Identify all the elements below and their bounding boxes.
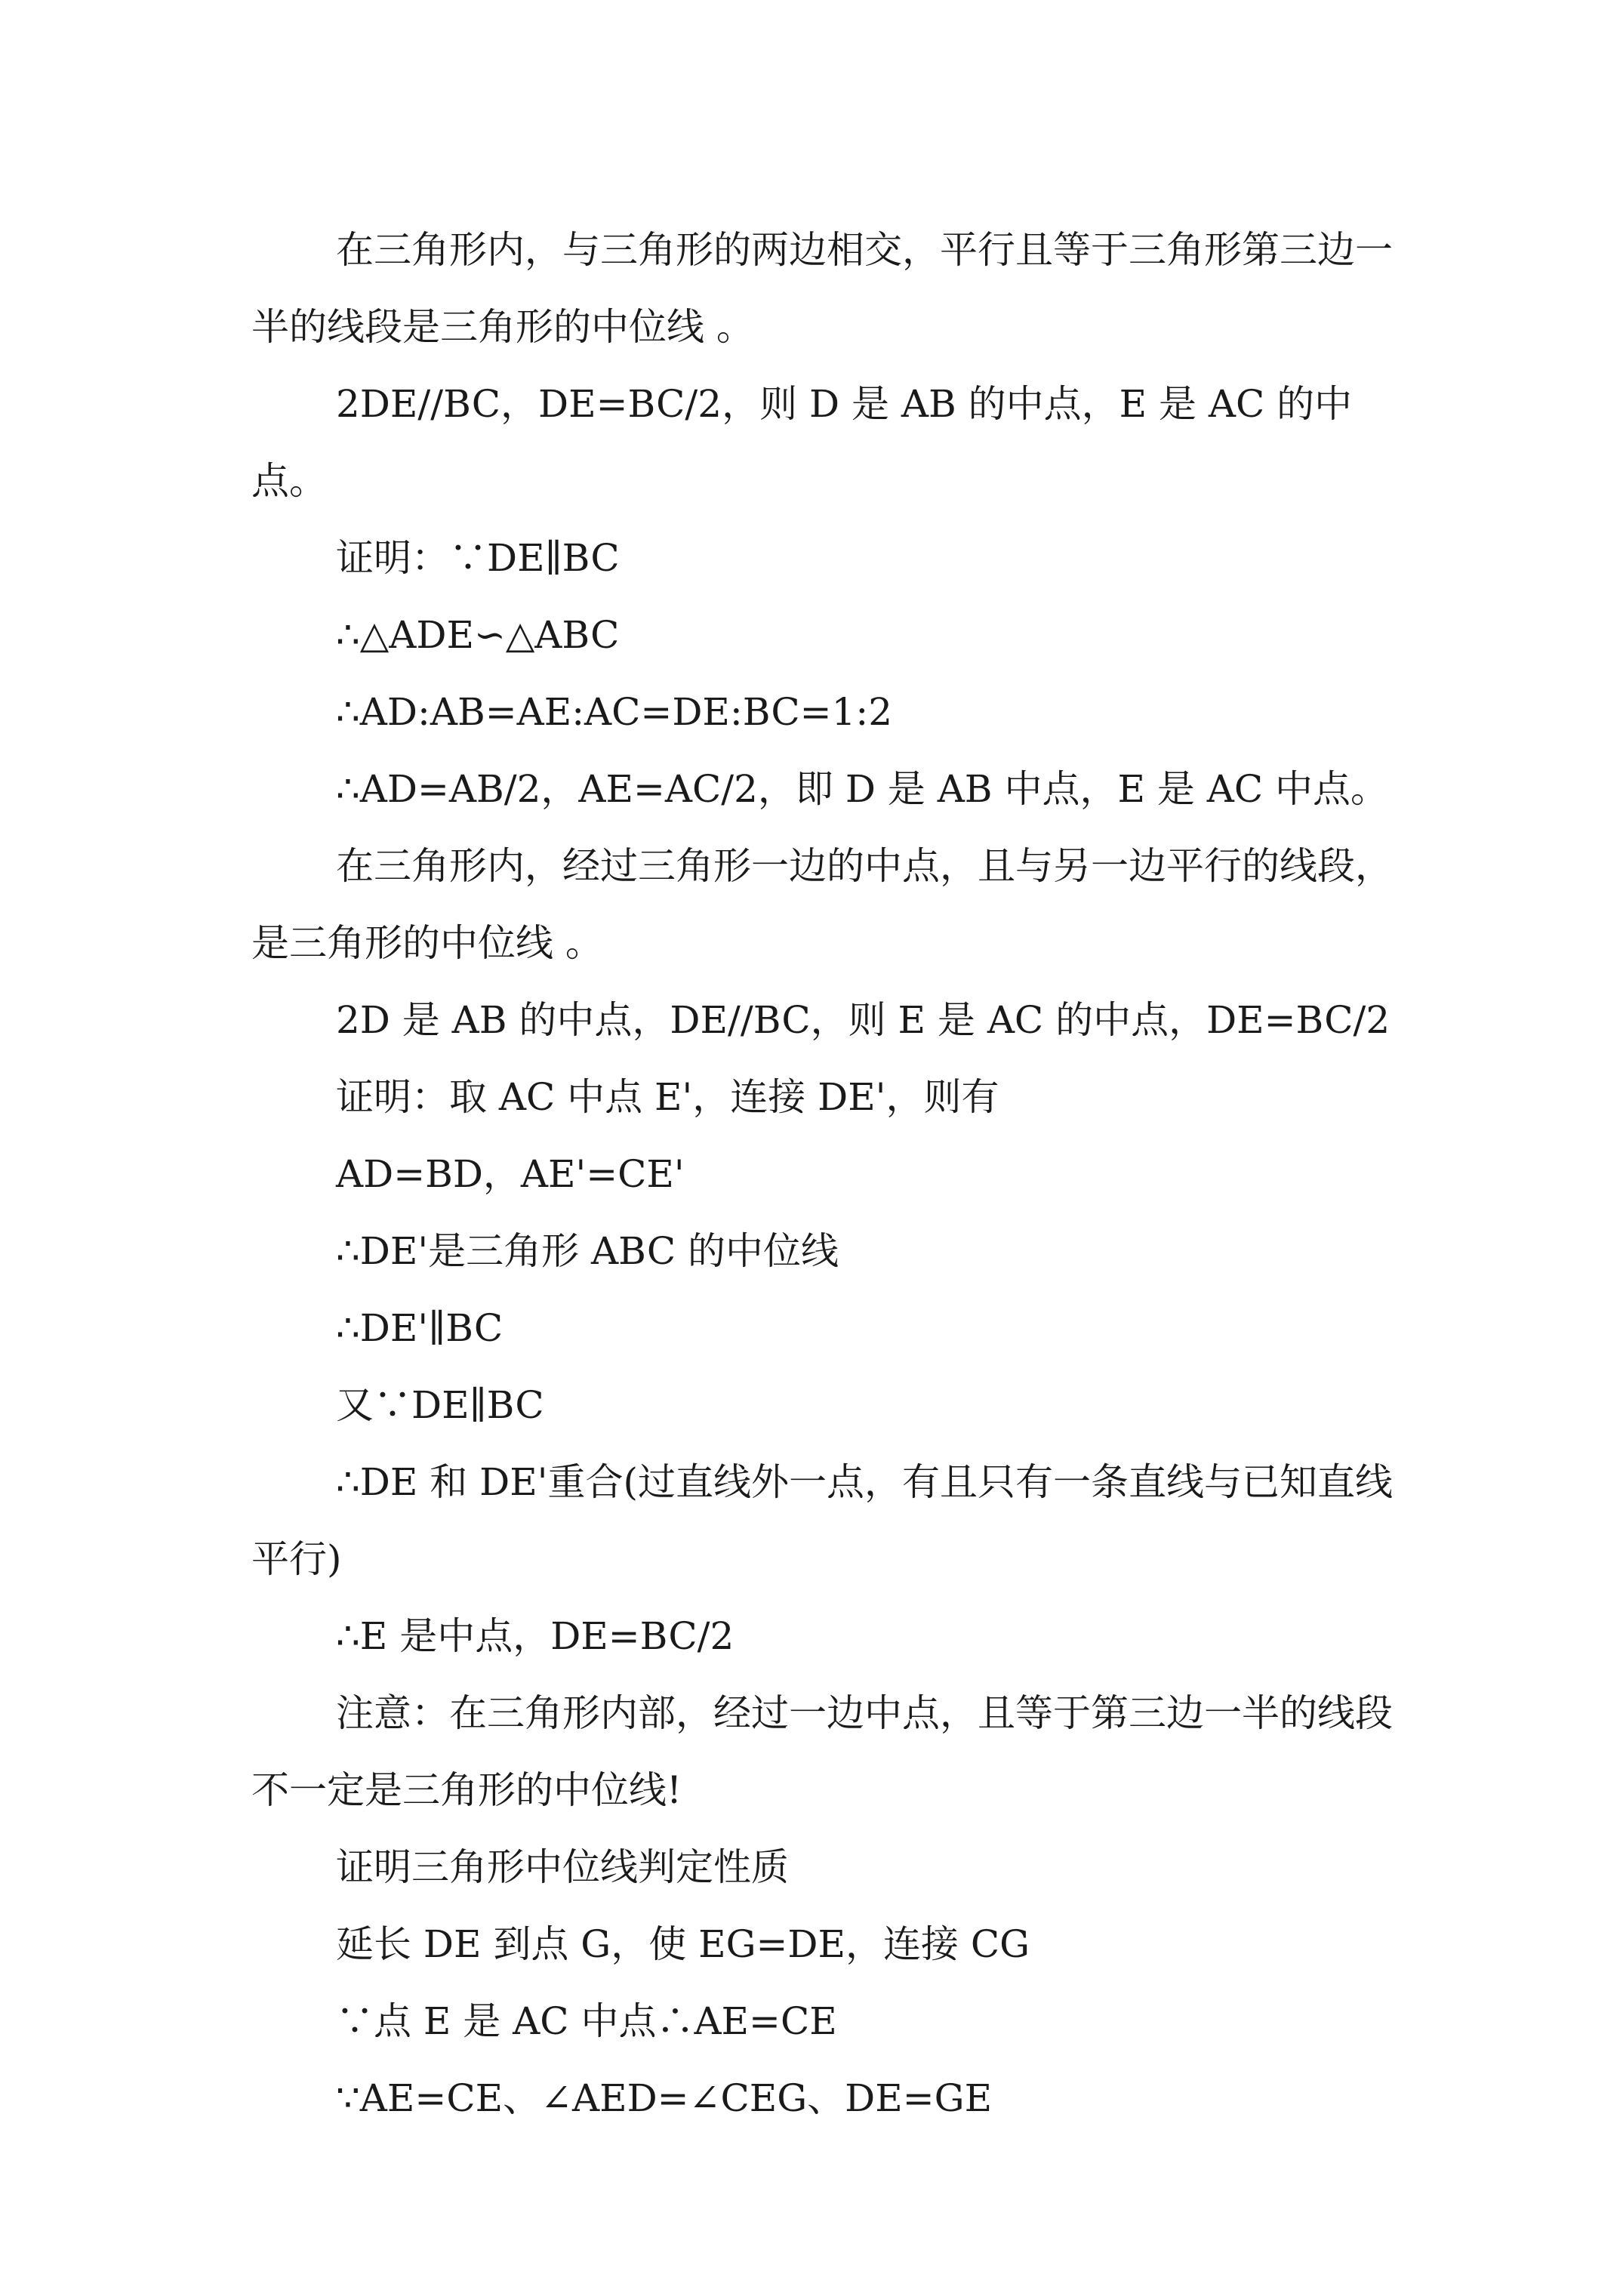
paragraph-7: 在三角形内，经过三角形一边的中点，且与另一边平行的线段，是三角形的中位线 。: [251, 844, 1393, 965]
paragraph-3: 证明：∵DE∥BC: [336, 536, 620, 580]
paragraph-15: ∴E 是中点，DE=BC/2: [336, 1614, 735, 1658]
paragraph-14: ∴DE 和 DE'重合(过直线外一点，有且只有一条直线与已知直线平行): [251, 1460, 1394, 1581]
paragraph-9: 证明：取 AC 中点 E'，连接 DE'，则有: [336, 1075, 999, 1119]
paragraph-10: AD=BD，AE'=CE': [336, 1152, 685, 1196]
paragraph-13: 又∵DE∥BC: [336, 1383, 544, 1427]
paragraph-17: 证明三角形中位线判定性质: [336, 1845, 789, 1889]
paragraph-8: 2D 是 AB 的中点，DE//BC，则 E 是 AC 的中点，DE=BC/2: [336, 998, 1390, 1042]
paragraph-4: ∴△ADE∽△ABC: [336, 613, 620, 657]
paragraph-2: 2DE//BC，DE=BC/2，则 D 是 AB 的中点，E 是 AC 的中点。: [251, 382, 1353, 503]
paragraph-19: ∵点 E 是 AC 中点∴AE=CE: [336, 1999, 837, 2043]
paragraph-6: ∴AD=AB/2，AE=AC/2，即 D 是 AB 中点，E 是 AC 中点。: [336, 767, 1388, 811]
document-body: [251, 211, 1399, 2137]
paragraph-20: ∵AE=CE、∠AED=∠CEG、DE=GE: [336, 2076, 993, 2120]
paragraph-18: 延长 DE 到点 G，使 EG=DE，连接 CG: [336, 1922, 1030, 1966]
paragraph-5: ∴AD:AB=AE:AC=DE:BC=1:2: [336, 690, 893, 734]
paragraph-11: ∴DE'是三角形 ABC 的中位线: [336, 1229, 839, 1273]
paragraph-12: ∴DE'∥BC: [336, 1306, 504, 1350]
paragraph-16: 注意：在三角形内部，经过一边中点，且等于第三边一半的线段不一定是三角形的中位线!: [251, 1691, 1393, 1812]
paragraph-1: 在三角形内，与三角形的两边相交，平行且等于三角形第三边一半的线段是三角形的中位线 。: [251, 228, 1393, 349]
